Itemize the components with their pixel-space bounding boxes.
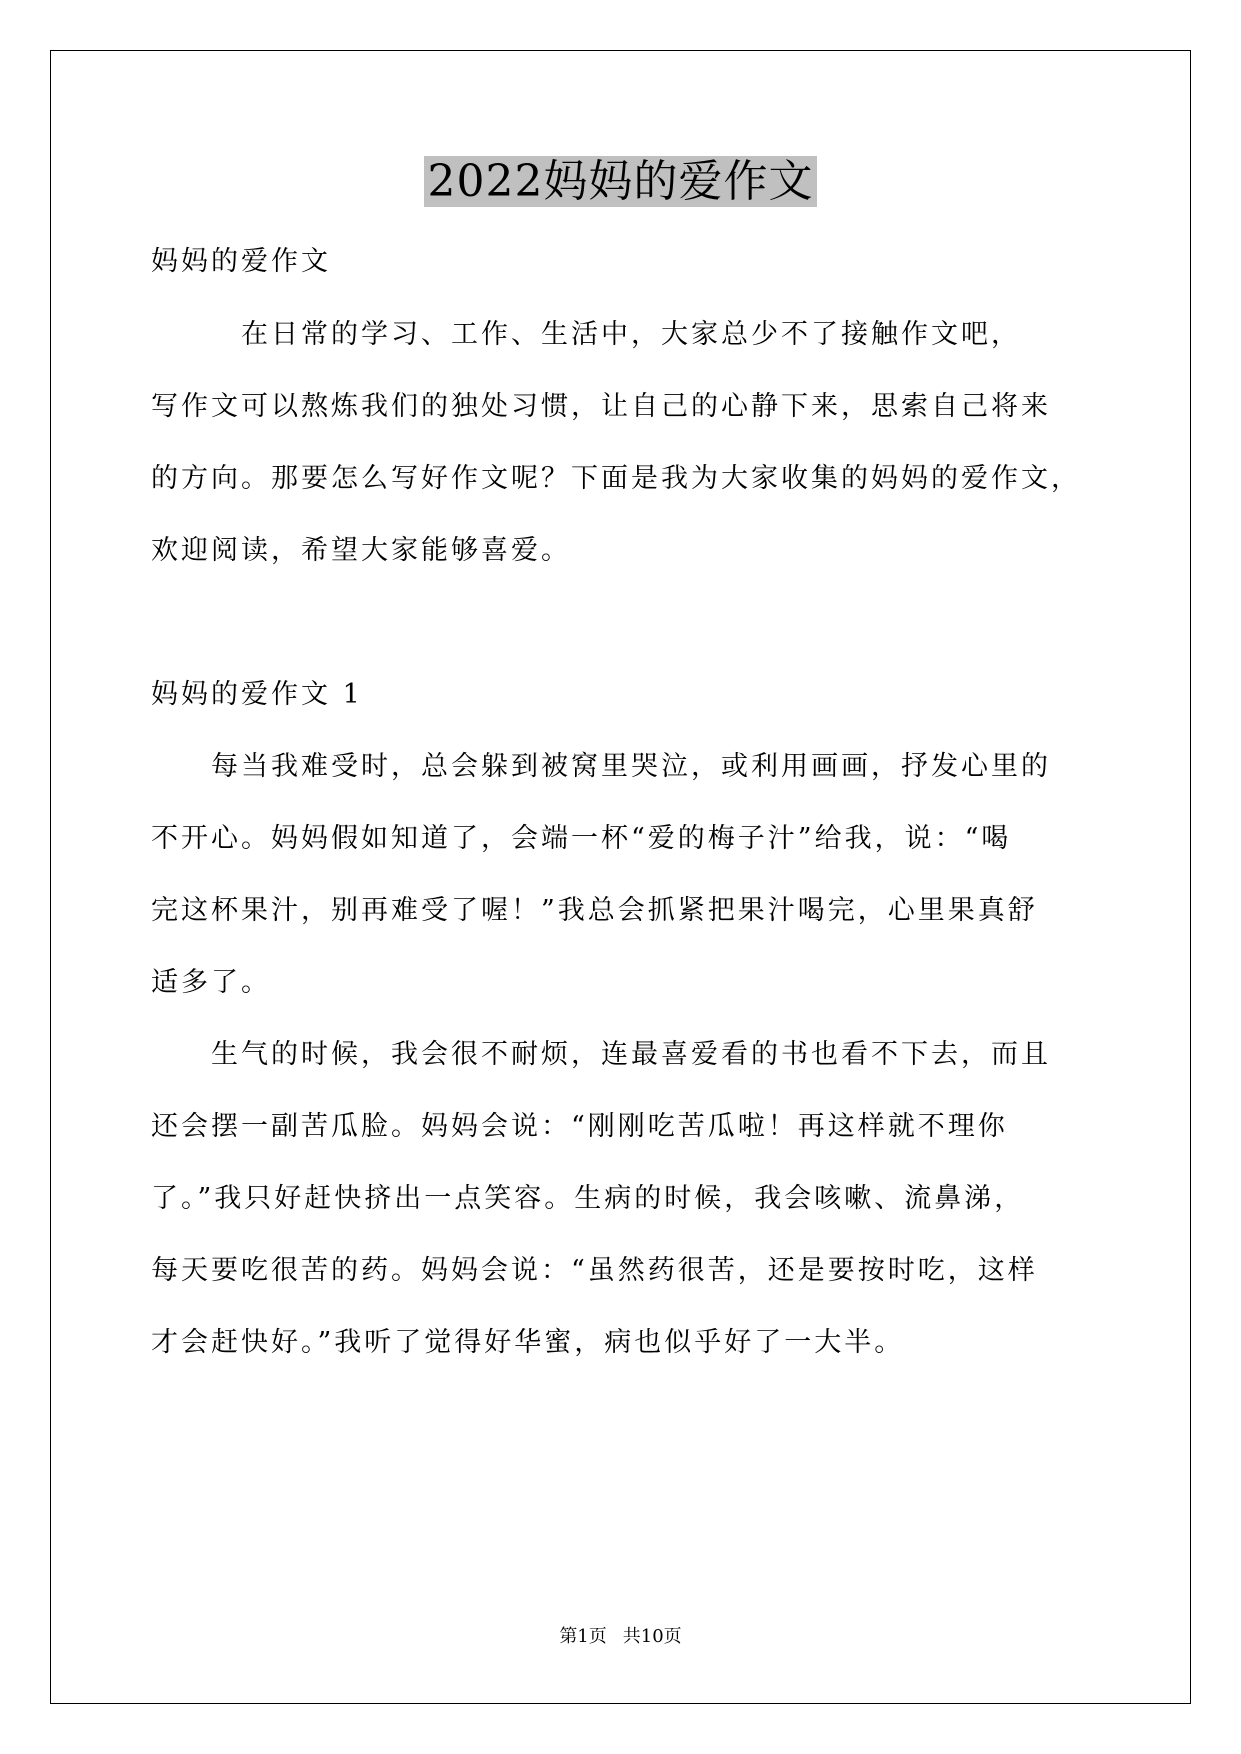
- document-title-text: 2022妈妈的爱作文: [424, 156, 818, 207]
- document-title: [0, 152, 1241, 212]
- paragraph2-line-5: 才会赶快好。”我听了觉得好华蜜，病也似乎好了一大半。: [151, 1327, 905, 1358]
- section-heading: 妈妈的爱作文 1: [151, 679, 363, 710]
- intro-line-4: 欢迎阅读，希望大家能够喜爱。: [151, 535, 571, 566]
- page-border: [50, 50, 1191, 1704]
- paragraph2-line-2: 还会摆一副苦瓜脸。妈妈会说：“刚刚吃苦瓜啦！再这样就不理你: [151, 1111, 1008, 1142]
- paragraph1-line-1: 每当我难受时，总会躲到被窝里哭泣，或利用画画，抒发心里的: [151, 751, 1051, 782]
- page-number: 第1页: [559, 1626, 607, 1647]
- page-total: 共10页: [622, 1626, 682, 1647]
- paragraph2-line-1: 生气的时候，我会很不耐烦，连最喜爱看的书也看不下去，而且: [151, 1039, 1051, 1070]
- page-footer: [0, 1625, 1241, 1649]
- paragraph1-line-4: 适多了。: [151, 967, 271, 998]
- intro-line-1: 在日常的学习、工作、生活中，大家总少不了接触作文吧，: [151, 319, 1021, 350]
- paragraph1-line-3: 完这杯果汁，别再难受了喔！”我总会抓紧把果汁喝完，心里果真舒: [151, 895, 1038, 926]
- paragraph2-line-4: 每天要吃很苦的药。妈妈会说：“虽然药很苦，还是要按时吃，这样: [151, 1255, 1038, 1286]
- paragraph2-line-3: 了。”我只好赶快挤出一点笑容。生病的时候，我会咳嗽、流鼻涕，: [151, 1183, 1025, 1214]
- paragraph1-line-2: 不开心。妈妈假如知道了，会端一杯“爱的梅子汁”给我，说：“喝: [151, 823, 1012, 854]
- intro-line-3: 的方向。那要怎么写好作文呢？下面是我为大家收集的妈妈的爱作文，: [151, 463, 1081, 494]
- intro-line-2: 写作文可以熬炼我们的独处习惯，让自己的心静下来，思索自己将来: [151, 391, 1051, 422]
- subtitle: 妈妈的爱作文: [151, 246, 331, 277]
